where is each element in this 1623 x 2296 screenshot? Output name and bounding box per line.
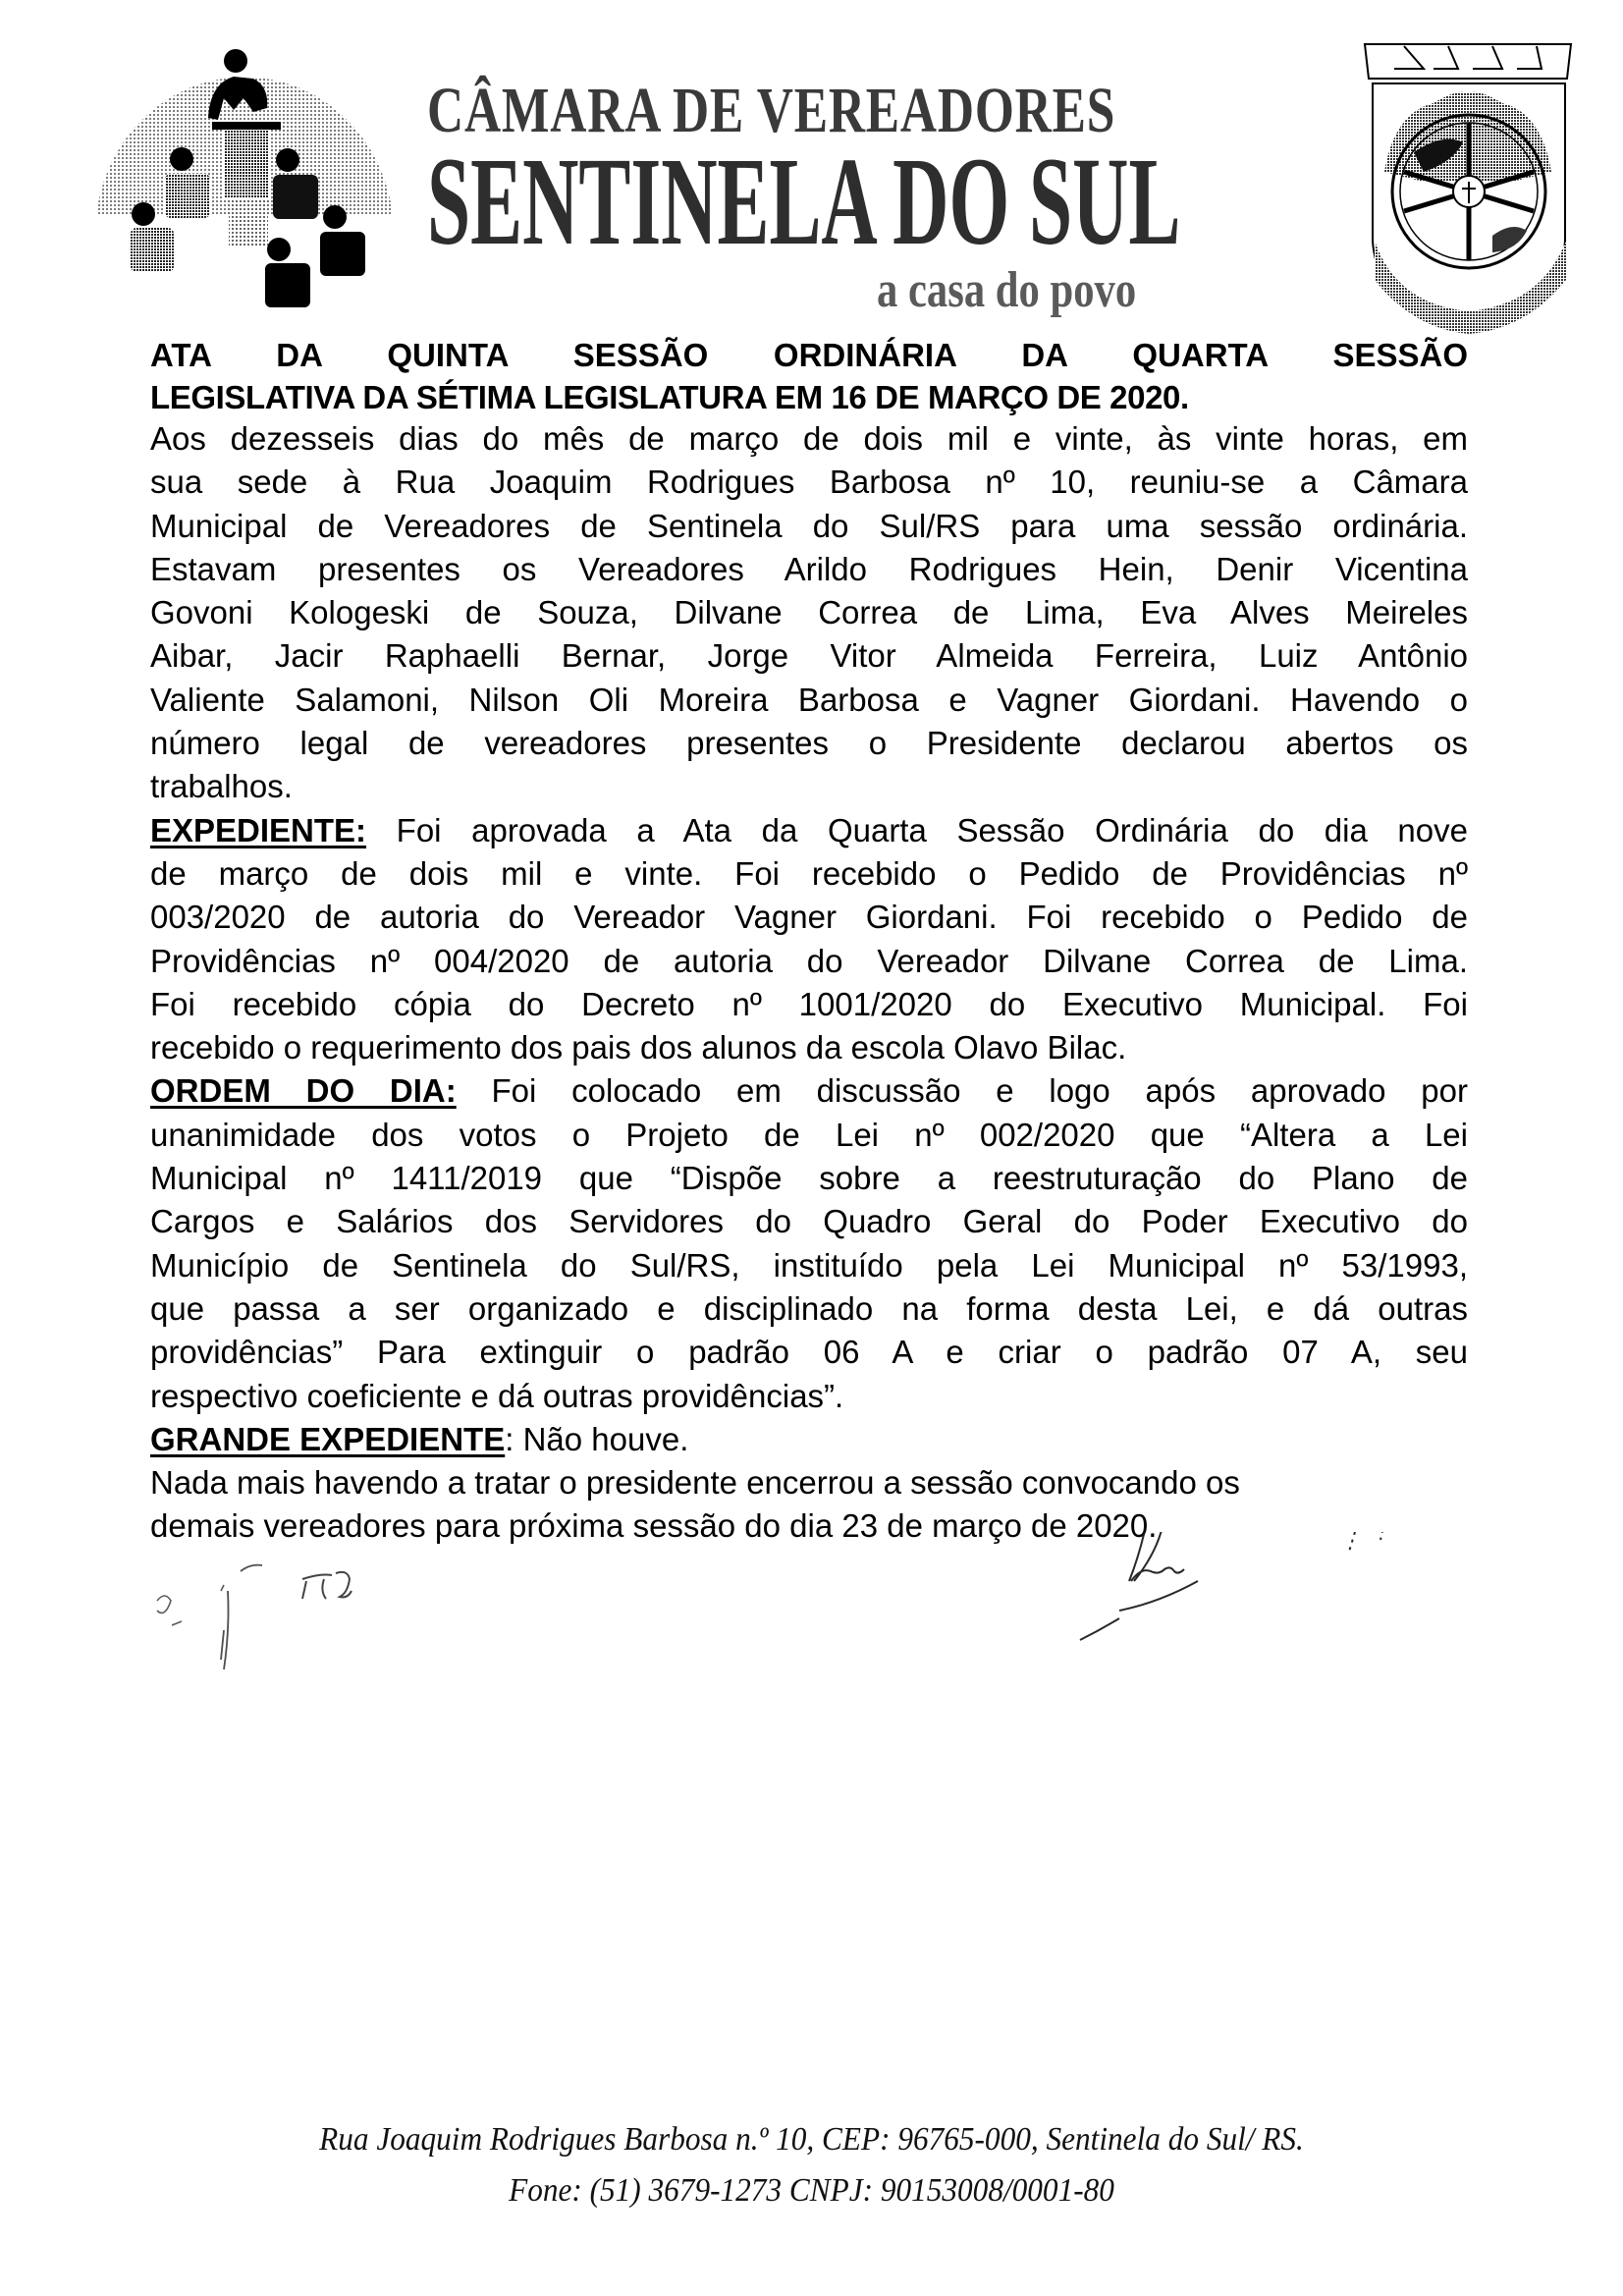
text-line (150, 1418, 1468, 1461)
handwritten-signature-icon (1080, 1532, 1443, 1640)
text-line: Aos dezesseis dias do mês de março de dois mil e vinte, às vinte horas, em (150, 420, 1468, 457)
grande-expediente-heading: GRANDE EXPEDIENTE (150, 1420, 506, 1457)
title-line-2: LEGISLATIVA DA SÉTIMA LEGISLATURA EM 16 DE MARÇO DE 2020. (150, 379, 1189, 415)
expediente-section (150, 809, 1468, 1070)
handwritten-signature-icon (221, 1565, 262, 1669)
text-line: demais vereadores para próxima sessão do dia 23 de março de 2020. (150, 1507, 1158, 1545)
text-line: Cargos e Salários dos Servidores do Quadro Geral do Poder Executivo do (150, 1203, 1468, 1240)
municipality-name: SENTINELA DO SUL (427, 132, 1181, 271)
chamber-tagline: a casa do povo (877, 262, 1137, 318)
text-line: Foi recebido cópia do Decreto nº 1001/2020 do Executivo Municipal. Foi (150, 985, 1468, 1022)
text-line: Municipal de Vereadores de Sentinela do Sul/RS para uma sessão ordinária. (150, 507, 1468, 544)
grande-expediente-text: : Não houve. (505, 1420, 689, 1457)
letterhead-footer (0, 2114, 1623, 2216)
text-line: Valiente Salamoni, Nilson Oli Moreira Barbosa e Vagner Giordani. Havendo o (150, 681, 1468, 718)
grande-expediente-section (150, 1418, 1468, 1461)
text-line: unanimidade dos votos o Projeto de Lei nº 002/2020 que “Altera a Lei (150, 1116, 1468, 1153)
expediente-first-line: Foi aprovada a Ata da Quarta Sessão Ordinária do dia nove (366, 811, 1468, 848)
chamber-name: CÂMARA DE VEREADORES (427, 75, 1116, 146)
handwritten-signature-icon (157, 1585, 224, 1625)
minutes-title (150, 334, 1468, 418)
ordem-do-dia-section (150, 1069, 1468, 1417)
footer-contact: Fone: (51) 3679-1273 CNPJ: 90153008/0001-80 (509, 2172, 1114, 2209)
text-line: Providências nº 004/2020 de autoria do Vereador Dilvane Correa de Lima. (150, 942, 1468, 979)
title-line-1: ATA DA QUINTA SESSÃO ORDINÁRIA DA QUARTA SESSÃO (150, 337, 1468, 373)
text-line: recebido o requerimento dos pais dos alunos da escola Olavo Bilac. (150, 1029, 1127, 1066)
opening-paragraph (150, 417, 1468, 809)
text-line: Município de Sentinela do Sul/RS, instituído pela Lei Municipal nº 53/1993, (150, 1246, 1468, 1284)
text-line: sua sede à Rua Joaquim Rodrigues Barbosa nº 10, reuniu-se a Câmara (150, 464, 1468, 501)
text-line: Municipal nº 1411/2019 que “Dispõe sobre a reestruturação do Plano de (150, 1160, 1468, 1197)
expediente-heading: EXPEDIENTE: (150, 811, 367, 848)
handwritten-signature-icon (302, 1572, 352, 1599)
text-line: providências” Para extinguir o padrão 06 A e criar o padrão 07 A, seu (150, 1334, 1468, 1371)
text-line (150, 1069, 1468, 1113)
text-line: Nada mais havendo a tratar o presidente encerrou a sessão convocando os (150, 1464, 1240, 1502)
text-line: Estavam presentes os Vereadores Arildo Rodrigues Hein, Denir Vicentina (150, 550, 1468, 587)
ordem-do-dia-heading: ORDEM DO DIA: (150, 1072, 457, 1110)
text-line: que passa a ser organizado e disciplinado na forma desta Lei, e dá outras (150, 1289, 1468, 1327)
signatures-area (0, 1532, 1623, 1748)
text-line: de março de dois mil e vinte. Foi recebido o Pedido de Providências nº (150, 854, 1468, 892)
text-line: trabalhos. (150, 768, 293, 805)
text-line: Aibar, Jacir Raphaelli Bernar, Jorge Vitor Almeida Ferreira, Luiz Antônio (150, 637, 1468, 675)
text-line: respectivo coeficiente e dá outras providências”. (150, 1377, 844, 1414)
minutes-body (150, 417, 1468, 1549)
ordem-do-dia-first-line: Foi colocado em discussão e logo após aprovado por (456, 1072, 1468, 1110)
footer-address: Rua Joaquim Rodrigues Barbosa n.º 10, CEP: 96765-000, Sentinela do Sul/ RS. (319, 2121, 1304, 2158)
text-line: número legal de vereadores presentes o Presidente declarou abertos os (150, 725, 1468, 762)
municipal-coat-of-arms-icon (1355, 34, 1591, 339)
text-line: 003/2020 de autoria do Vereador Vagner Giordani. Foi recebido o Pedido de (150, 899, 1468, 936)
text-line: Govoni Kologeski de Souza, Dilvane Correa de Lima, Eva Alves Meireles (150, 594, 1468, 631)
assembly-people-logo-icon (86, 39, 401, 314)
text-line (150, 809, 1468, 852)
